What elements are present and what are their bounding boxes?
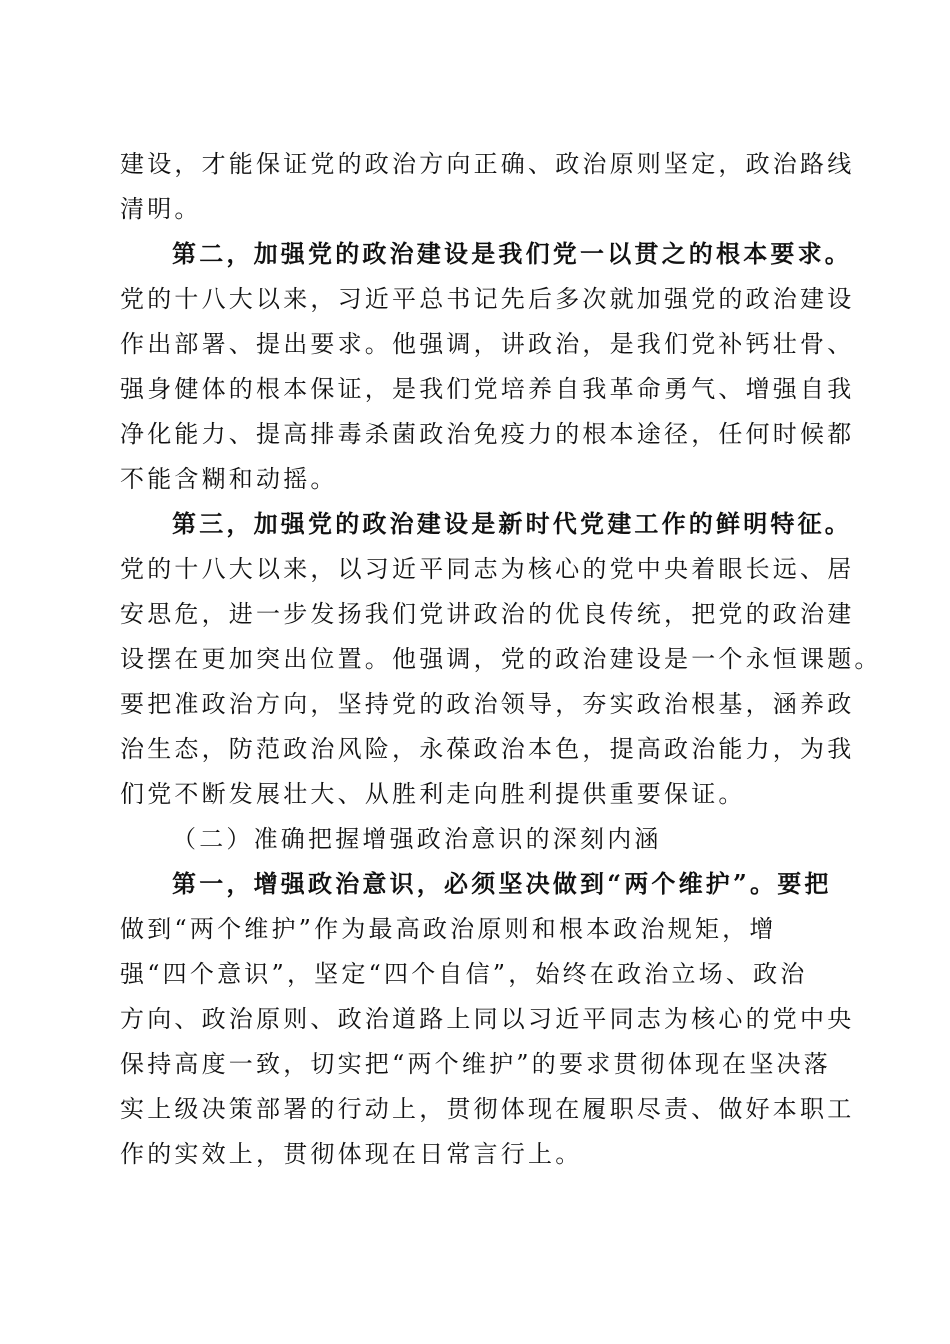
- text-line: 们党不断发展壮大、从胜利走向胜利提供重要保证。: [120, 780, 746, 808]
- text-line: 治生态，防范政治风险，永葆政治本色，提高政治能力，为我: [120, 735, 855, 763]
- text-line: 保持高度一致，切实把“两个维护”的要求贯彻体现在坚决落: [120, 1050, 831, 1078]
- paragraph-heading: 第三，加强党的政治建设是新时代党建工作的鲜明特征。: [172, 509, 852, 538]
- text-line: 方向、政治原则、政治道路上同以习近平同志为核心的党中央: [120, 1005, 855, 1033]
- text-line: 不能含糊和动摇。: [120, 465, 338, 493]
- text-line: 实上级决策部署的行动上，贯彻体现在履职尽责、做好本职工: [120, 1095, 855, 1123]
- text-line: 要把准政治方向，坚持党的政治领导，夯实政治根基，涵养政: [120, 690, 855, 718]
- paragraph-heading: 第一，增强政治意识，必须坚决做到“两个维护”。要把: [172, 869, 832, 898]
- text-line: 作出部署、提出要求。他强调，讲政治，是我们党补钙壮骨、: [120, 330, 855, 358]
- text-line: 建设，才能保证党的政治方向正确、政治原则坚定，政治路线: [120, 150, 855, 178]
- section-heading: （二）准确把握增强政治意识的深刻内涵: [172, 825, 662, 853]
- text-line: 党的十八大以来，习近平总书记先后多次就加强党的政治建设: [120, 285, 855, 313]
- text-line: 强身健体的根本保证，是我们党培养自我革命勇气、增强自我: [120, 375, 855, 403]
- text-line: 净化能力、提高排毒杀菌政治免疫力的根本途径，任何时候都: [120, 420, 855, 448]
- paragraph-heading: 第二，加强党的政治建设是我们党一以贯之的根本要求。: [172, 239, 852, 268]
- text-line: 做到“两个维护”作为最高政治原则和根本政治规矩，增: [120, 915, 777, 943]
- text-line: 党的十八大以来，以习近平同志为核心的党中央着眼长远、居: [120, 555, 855, 583]
- text-line: 安思危，进一步发扬我们党讲政治的优良传统，把党的政治建: [120, 600, 855, 628]
- text-line: 设摆在更加突出位置。他强调，党的政治建设是一个永恒课题。: [120, 645, 882, 673]
- text-line: 强“四个意识”，坚定“四个自信”，始终在政治立场、政治: [120, 960, 808, 988]
- text-line: 清明。: [120, 195, 202, 223]
- text-line: 作的实效上，贯彻体现在日常言行上。: [120, 1140, 583, 1168]
